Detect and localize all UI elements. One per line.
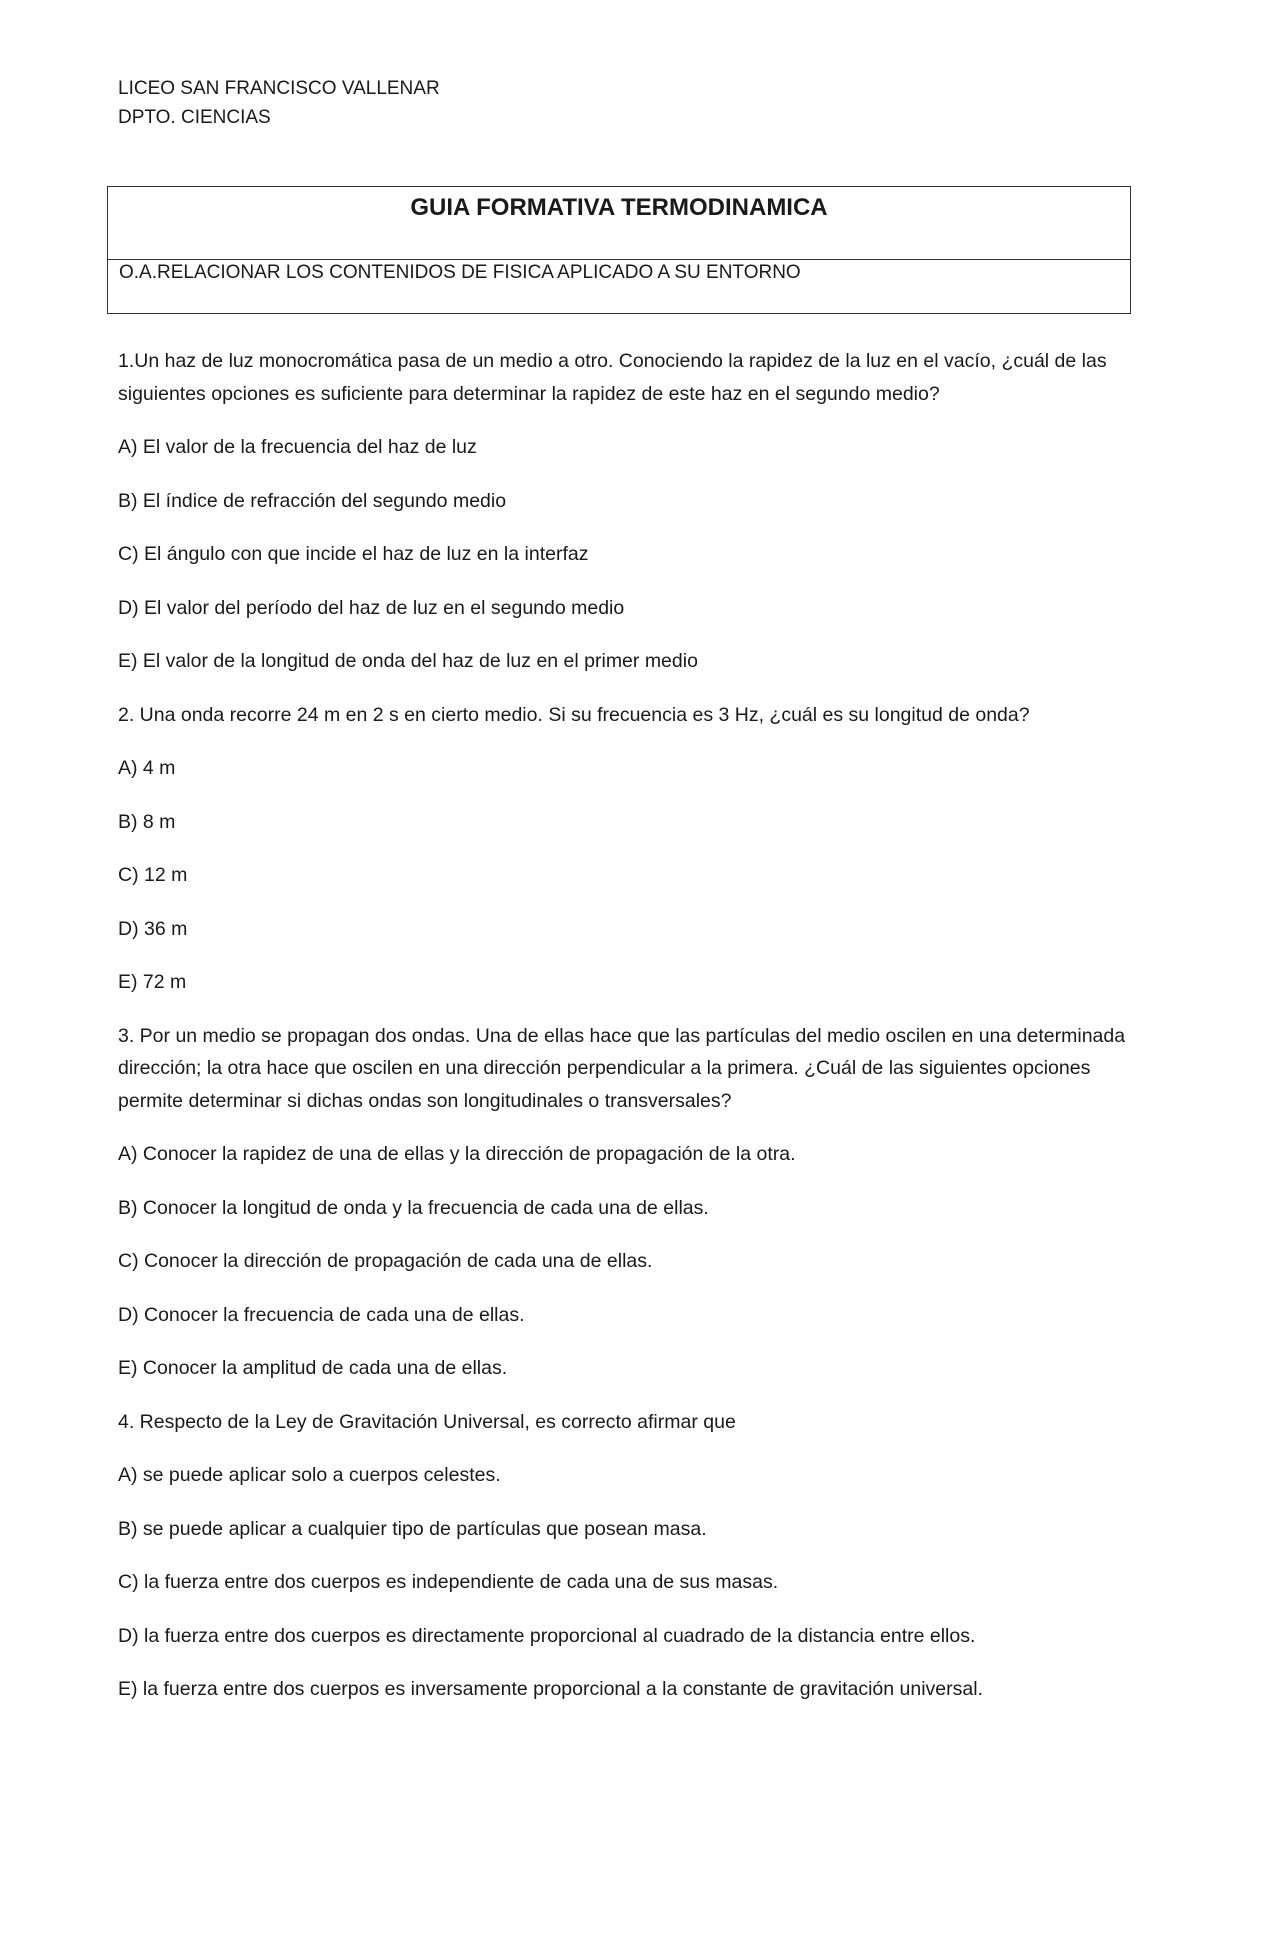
school-name: LICEO SAN FRANCISCO VALLENAR [118, 78, 440, 99]
question-3-option-c: C) Conocer la dirección de propagación de cada una de ellas. [118, 1250, 653, 1272]
question-4-option-c: C) la fuerza entre dos cuerpos es independiente de cada una de sus masas. [118, 1571, 779, 1593]
question-1-option-d: D) El valor del período del haz de luz en el segundo medio [118, 596, 625, 619]
question-1-option-a: A) El valor de la frecuencia del haz de luz [118, 436, 477, 458]
question-2-option-d: D) 36 m [118, 917, 188, 940]
question-3-option-a: A) Conocer la rapidez de una de ellas y la dirección de propagación de la otra. [118, 1143, 796, 1165]
question-4-option-b: B) se puede aplicar a cualquier tipo de partículas que posean masa. [118, 1517, 707, 1540]
question-3-option-b: B) Conocer la longitud de onda y la frecuencia de cada una de ellas. [118, 1196, 709, 1219]
guide-title: GUIA FORMATIVA TERMODINAMICA [108, 187, 1130, 260]
question-3-option-d: D) Conocer la frecuencia de cada una de ellas. [118, 1303, 525, 1326]
question-1-text: 1.Un haz de luz monocromática pasa de un medio a otro. Conociendo la rapidez de la luz en el vacío, ¿cuál de las siguientes opciones es suficiente para determinar la rapidez de este haz en el segundo medio? [118, 350, 1107, 405]
question-2-option-e: E) 72 m [118, 971, 187, 993]
question-4-option-d: D) la fuerza entre dos cuerpos es directamente proporcional al cuadrado de la distancia entre ellos. [118, 1624, 976, 1647]
document-header [118, 74, 440, 132]
question-4-option-e: E) la fuerza entre dos cuerpos es inversamente proporcional a la constante de gravitación universal. [118, 1678, 983, 1700]
title-box [107, 186, 1131, 314]
learning-objective: O.A.RELACIONAR LOS CONTENIDOS DE FISICA APLICADO A SU ENTORNO [119, 262, 801, 283]
question-1-option-c: C) El ángulo con que incide el haz de luz en la interfaz [118, 543, 589, 565]
question-4-option-a: A) se puede aplicar solo a cuerpos celestes. [118, 1464, 501, 1486]
question-2-option-c: C) 12 m [118, 864, 188, 886]
question-2-option-a: A) 4 m [118, 757, 176, 779]
question-3-text: 3. Por un medio se propagan dos ondas. Una de ellas hace que las partículas del medio oscilen en una determinada dirección; la otra hace que oscilen en una dirección perpendicular a la primera. ¿Cuál de las siguientes opciones permite determinar si dichas ondas son longitudinales o transversales? [118, 1024, 1126, 1112]
question-2-option-b: B) 8 m [118, 810, 176, 833]
question-2-text: 2. Una onda recorre 24 m en 2 s en cierto medio. Si su frecuencia es 3 Hz, ¿cuál es su longitud de onda? [118, 703, 1030, 726]
question-4-text: 4. Respecto de la Ley de Gravitación Universal, es correcto afirmar que [118, 1410, 736, 1433]
department-name: DPTO. CIENCIAS [118, 107, 271, 128]
question-1-option-b: B) El índice de refracción del segundo medio [118, 489, 507, 512]
question-3-option-e: E) Conocer la amplitud de cada una de ellas. [118, 1357, 508, 1379]
questions-section [118, 345, 1148, 1727]
question-1-option-e: E) El valor de la longitud de onda del haz de luz en el primer medio [118, 650, 698, 672]
